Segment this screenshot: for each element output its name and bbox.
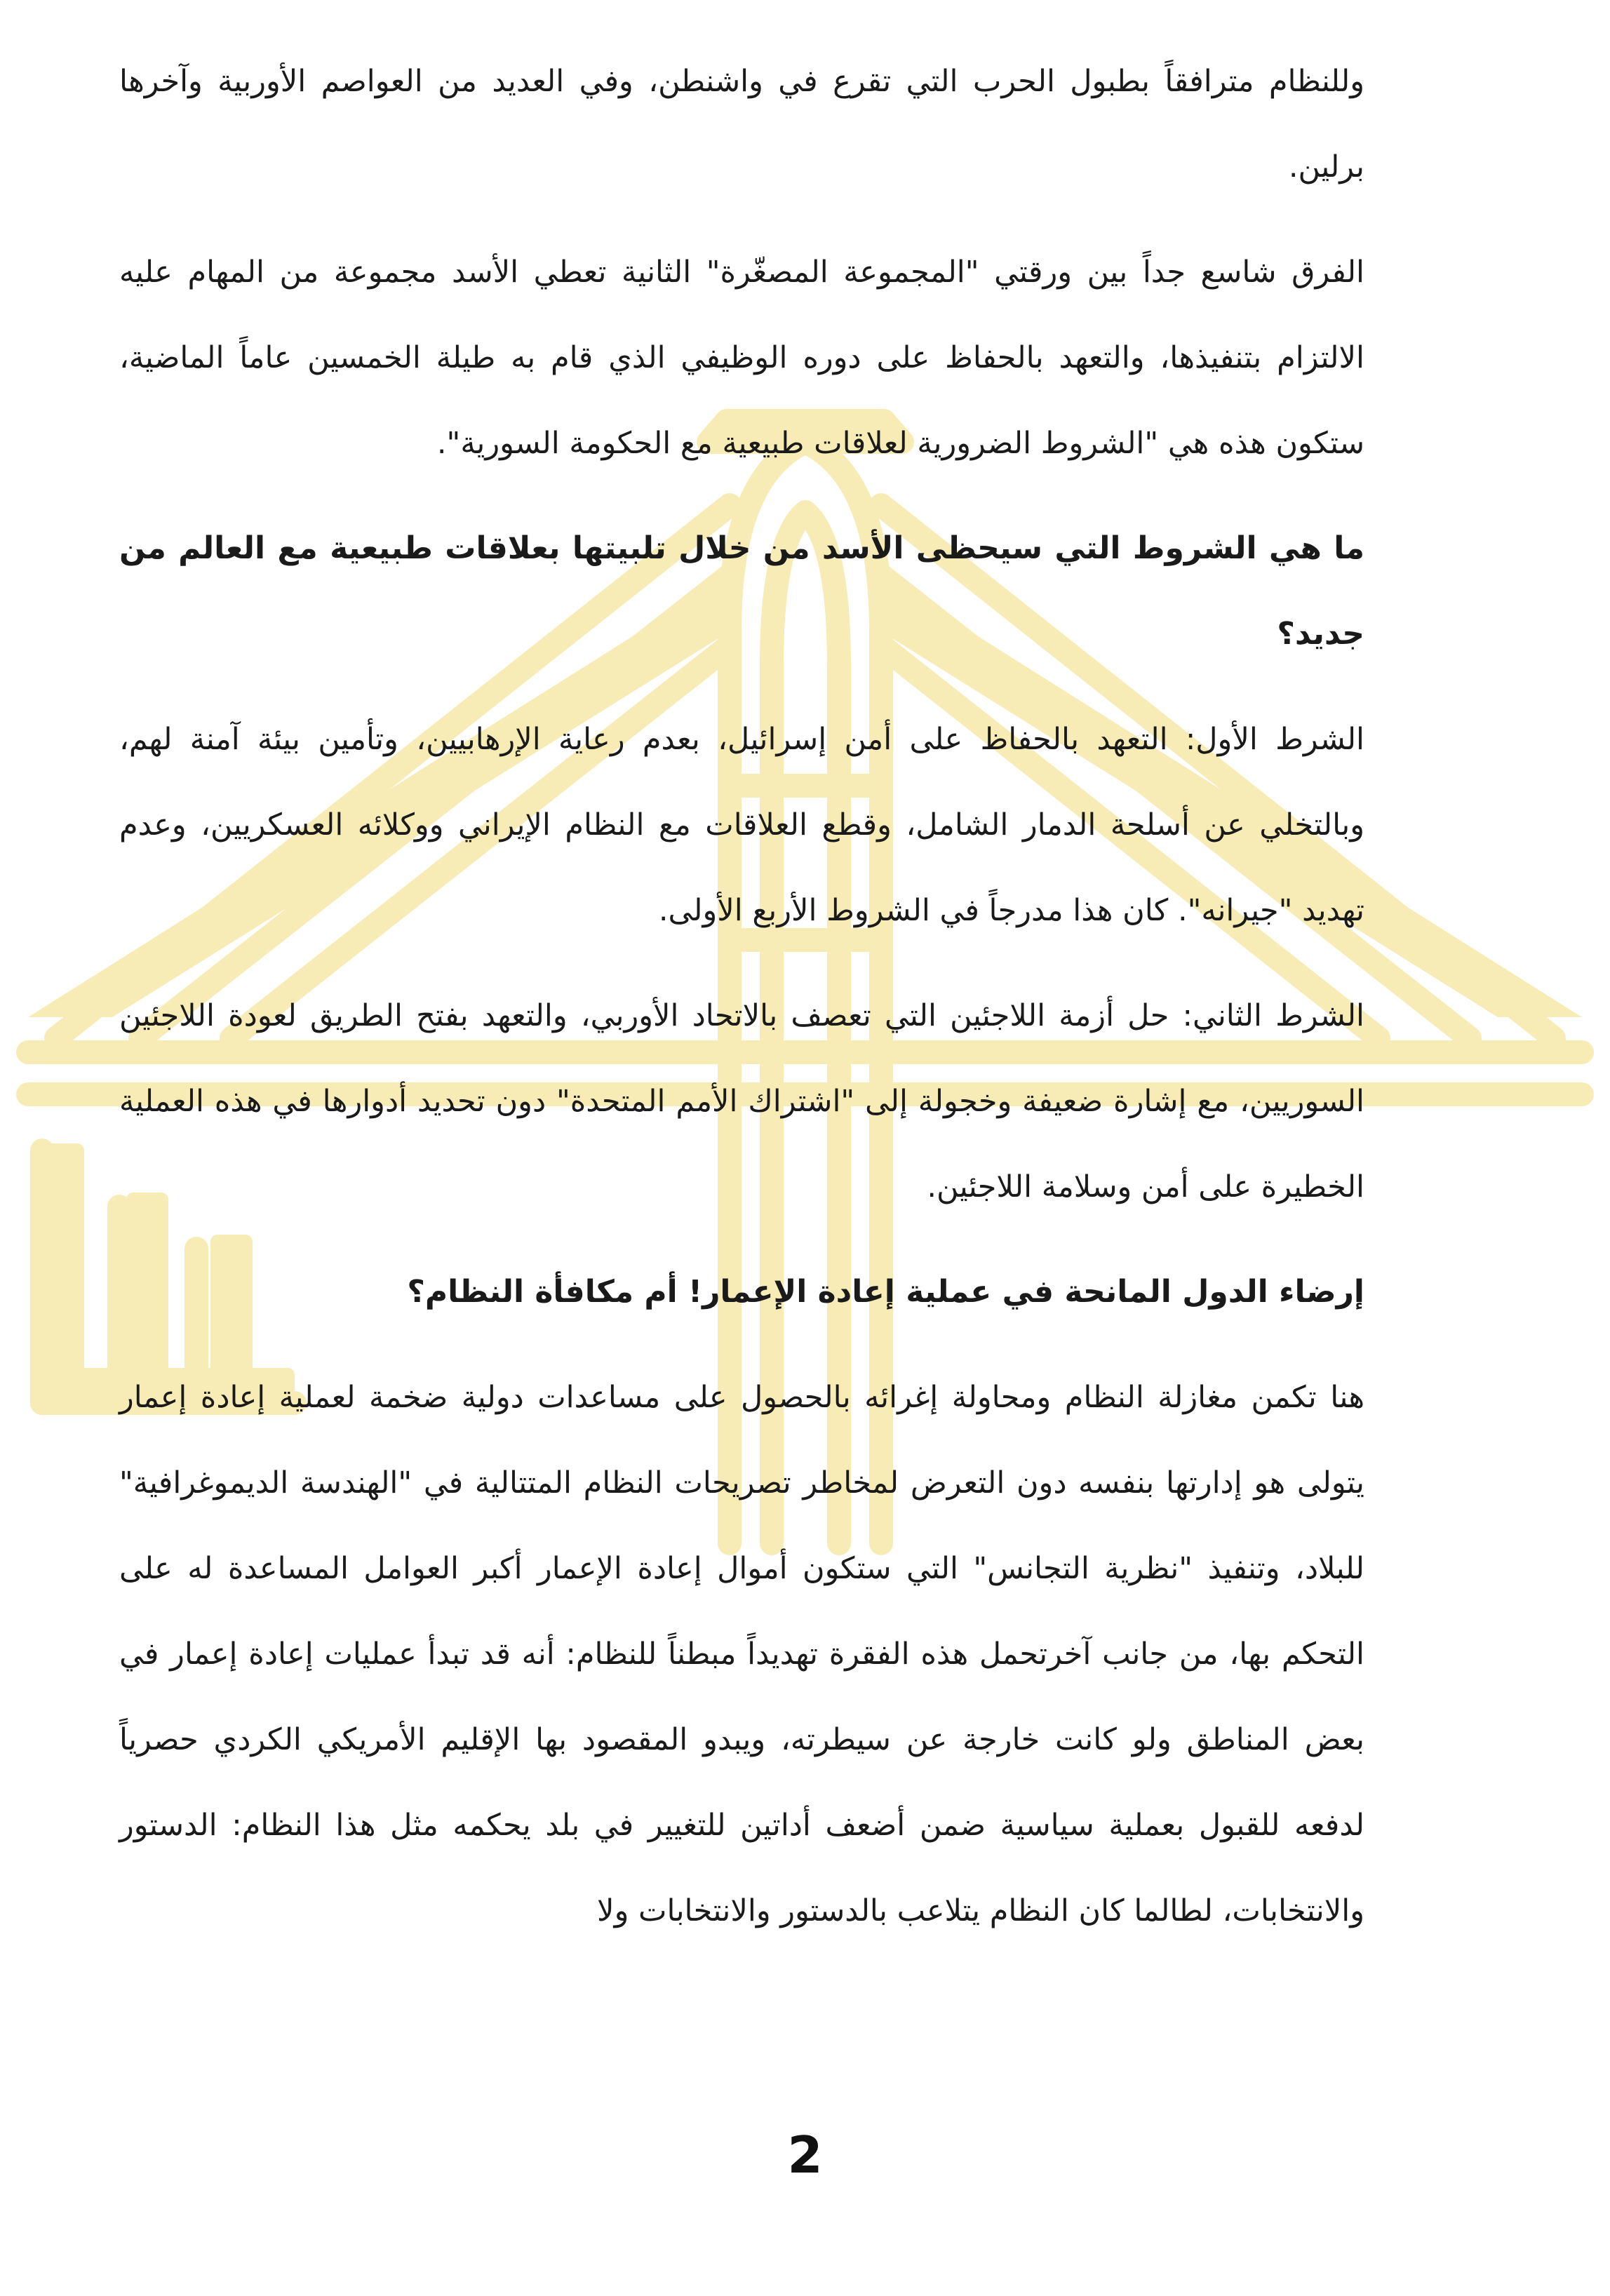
heading-reconstruction: إرضاء الدول المانحة في عملية إعادة الإعمار! أم مكافأة النظام؟ [407, 1274, 1364, 1310]
paragraph-small-group-papers: الفرق شاسع جداً بين ورقتي "المجموعة المصغّرة" الثانية تعطي الأسد مجموعة من المهام عليه الالتزام بتنفيذها، والتعهد بالحفاظ على دوره الوظيفي الذي قام به طيلة الخمسين عاماً الماضية، ستكون هذه هي "الشروط الضرورية لعلاقات طبيعية مع الحكومة السورية". [119, 255, 1364, 461]
paragraph-reconstruction: هنا تكمن مغازلة النظام ومحاولة إغرائه بالحصول على مساعدات دولية ضخمة لعملية إعادة إعمار يتولى هو إدارتها بنفسه دون التعرض لمخاطر تصريحات النظام المتتالية في "الهندسة الديموغرافية" للبلاد، وتنفيذ "نظرية التجانس" التي ستكون أموال إعادة الإعمار أكبر العوامل المساعدة له على التحكم بها، من جانب آخرتحمل هذه الفقرة تهديداً مبطناً للنظام: أنه قد تبدأ عمليات إعادة إعمار في بعض المناطق ولو كانت خارجة عن سيطرته، ويبدو المقصود بها الإقليم الأمريكي الكردي حصرياً لدفعه للقبول بعملية سياسية ضمن أضعف أداتين للتغيير في بلد يحكمه مثل هذا النظام: الدستور والانتخابات، لطالما كان النظام يتلاعب بالدستور والانتخابات ولا [119, 1380, 1364, 1928]
paragraph-intro-continuation: وللنظام مترافقاً بطبول الحرب التي تقرع في واشنطن، وفي العديد من العواصم الأوربية وآخرها برلين. [119, 64, 1364, 184]
paragraph-first-condition: الشرط الأول: التعهد بالحفاظ على أمن إسرائيل، بعدم رعاية الإرهابيين، وتأمين بيئة آمنة لهم، وبالتخلي عن أسلحة الدمار الشامل، وقطع العلاقات مع النظام الإيراني ووكلائه العسكريين، وعدم تهديد "جيرانه". كان هذا مدرجاً في الشروط الأربع الأولى. [119, 722, 1364, 928]
paragraph-second-condition: الشرط الثاني: حل أزمة اللاجئين التي تعصف بالاتحاد الأوربي، والتعهد بفتح الطريق لعودة اللاجئين السوريين، مع إشارة ضعيفة وخجولة إلى "اشتراك الأمم المتحدة" دون تحديد أدوارها في هذه العملية الخطيرة على أمن وسلامة اللاجئين. [119, 998, 1364, 1204]
page-number: 2 [787, 2126, 823, 2184]
heading-conditions: ما هي الشروط التي سيحظى الأسد من خلال تلبيتها بعلاقات طبيعية مع العالم من جديد؟ [119, 530, 1364, 652]
article-body [119, 39, 1364, 1954]
